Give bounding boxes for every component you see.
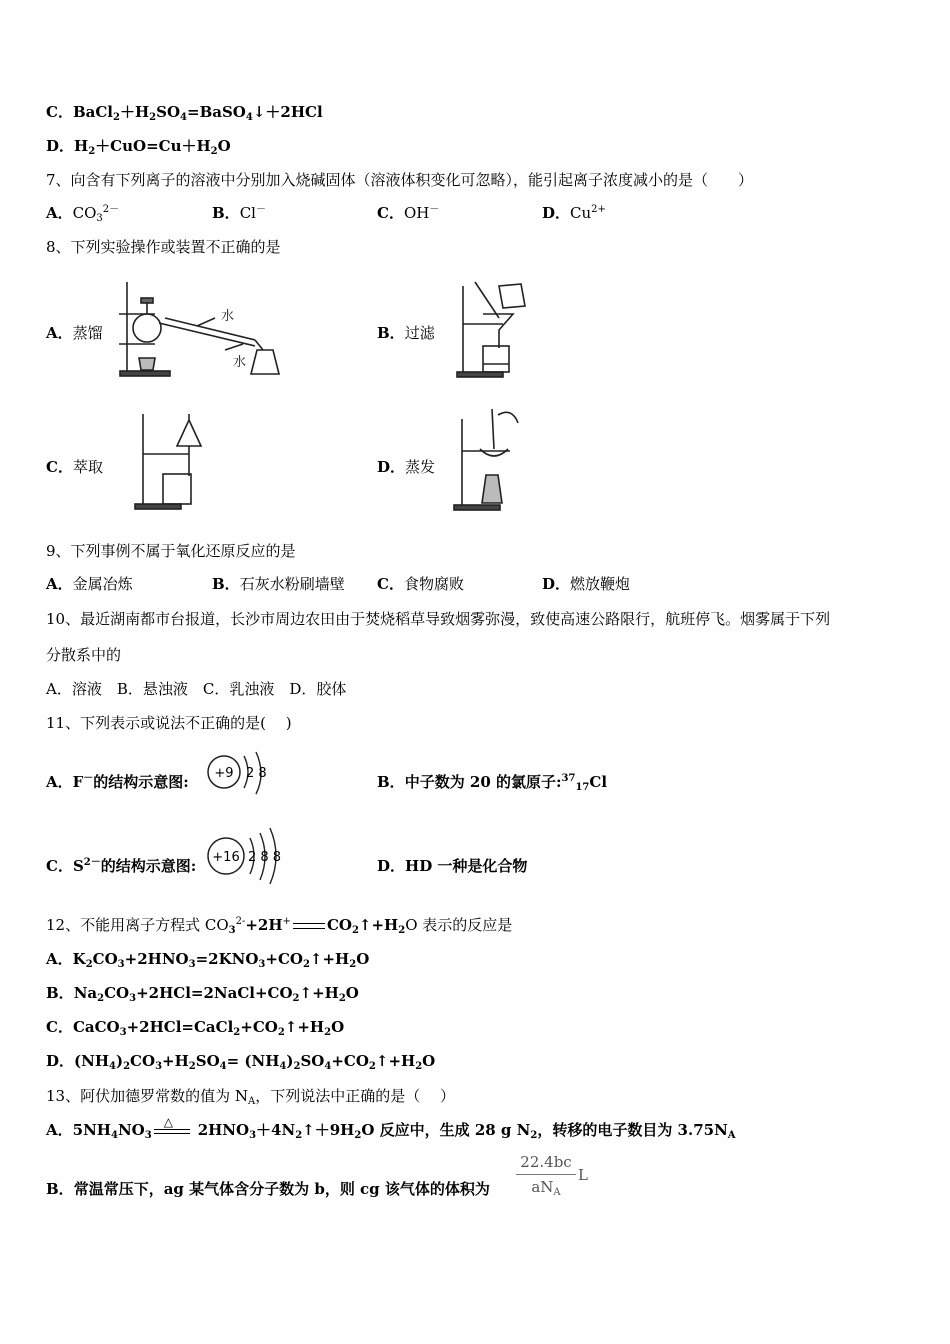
formula-text: +2HCl=CaCl — [126, 1018, 234, 1036]
q9-option-d: D．燃放鞭炮 — [542, 575, 631, 593]
fraction-numerator: 22.4bc — [520, 1153, 572, 1171]
q8-option-d: D．蒸发 — [377, 458, 436, 476]
svg-text:水: 水 — [233, 355, 247, 370]
q7-option-c: C．OH－ — [377, 204, 440, 222]
q9-option-c: C．食物腐败 — [377, 575, 464, 593]
formula-subscript: 2 — [292, 993, 300, 1004]
formula-text: +H — [162, 1052, 189, 1070]
formula-text: +CO — [240, 1018, 278, 1036]
formula-subscript: 2 — [293, 1061, 301, 1072]
q7-stem: 7、向含有下列离子的溶液中分别加入烧碱固体（溶液体积变化可忽略），能引起离子浓度减小的是（ ） — [46, 171, 754, 189]
svg-text:水: 水 — [221, 309, 235, 324]
formula-subscript: 2 — [85, 959, 93, 970]
formula-text: K — [72, 950, 86, 968]
svg-text:2 8 8: 2 8 8 — [248, 850, 282, 865]
formula-text: O — [356, 950, 370, 968]
q12-option-c — [46, 1017, 344, 1037]
formula-subscript: 2 — [188, 1061, 196, 1072]
q12-option-d — [46, 1051, 435, 1071]
q10-options: A．溶液 B．悬浊液 C．乳浊液 D．胶体 — [46, 680, 347, 698]
q11-option-c: C．$S^{2-}$的结构示意图: — [46, 857, 197, 875]
formula-subscript: 2 — [368, 1061, 376, 1072]
formula-subscript: 3 — [119, 1027, 127, 1038]
formula-subscript: 4 — [219, 1061, 227, 1072]
formula-text: ) — [286, 1052, 294, 1070]
q7-option-b: B．Cl－ — [212, 204, 266, 222]
formula-text: +2HCl=2NaCl+CO — [136, 984, 293, 1002]
sulfide-ion-structure-diagram — [206, 828, 286, 886]
formula-text: CO — [130, 1052, 156, 1070]
formula-text: ↑+H — [309, 950, 350, 968]
formula-subscript: 3 — [188, 959, 196, 970]
formula-text: ) — [115, 1052, 124, 1070]
formula-text: SO — [195, 1052, 220, 1070]
formula-subscript: 2 — [415, 1061, 423, 1072]
q9-option-a: A．金属冶炼 — [46, 575, 133, 593]
q10-stem-line1: 10、最近湖南都市台报道，长沙市周边农田由于焚烧稻草导致烟雾弥漫，致使高速公路限行，航班停飞。烟雾属于下列 — [46, 610, 831, 628]
option-label: D． — [46, 1052, 75, 1070]
formula-text: (NH — [74, 1052, 109, 1070]
formula-subscript: 3 — [258, 959, 266, 970]
formula-subscript: 4 — [279, 1061, 287, 1072]
q8-option-c: C．萃取 — [46, 458, 103, 476]
q7-option-d: D．$Cu^{2+}$ — [542, 204, 606, 222]
q8-stem: 8、下列实验操作或装置不正确的是 — [46, 238, 281, 256]
filtration-apparatus-image — [455, 278, 535, 380]
formula-text: ↑+H — [299, 984, 339, 1002]
q6-option-d: D．$H_2+CuO=Cu+H_2O$ — [46, 137, 231, 157]
formula-text: O — [331, 1018, 345, 1036]
formula-text: CaCO — [72, 1018, 120, 1036]
q7-option-a: A．$CO_3^{2-}$ — [46, 204, 120, 224]
formula-subscript: 2 — [324, 1027, 332, 1038]
extraction-apparatus-image — [133, 410, 213, 512]
formula-subscript: 2 — [302, 959, 310, 970]
formula-text: ↑+H — [284, 1018, 325, 1036]
fraction-denominator: $aN_A$ — [531, 1178, 561, 1198]
evaporation-apparatus-image — [452, 405, 532, 513]
formula-subscript: 3 — [155, 1061, 163, 1072]
formula-text: O — [345, 984, 359, 1002]
q9-stem: 9、下列事例不属于氧化还原反应的是 — [46, 542, 296, 560]
formula-text: CO — [92, 950, 118, 968]
q12-option-a — [46, 949, 369, 969]
equals-double-line — [293, 923, 325, 929]
formula-text: +2HNO — [124, 950, 189, 968]
formula-text: SO — [300, 1052, 325, 1070]
q13-stem: 13、阿伏加德罗常数的值为 $N_A$，下列说法中正确的是（ ） — [46, 1087, 455, 1107]
q8-option-b: B．过滤 — [377, 324, 435, 342]
fluoride-ion-structure-diagram — [204, 752, 274, 798]
option-label: C． — [46, 1018, 73, 1036]
formula-subscript: 3 — [129, 993, 137, 1004]
q9-option-b: B．石灰水粉刷墙壁 — [212, 575, 345, 593]
formula-text: +CO — [265, 950, 303, 968]
formula-subscript: 4 — [324, 1061, 332, 1072]
formula-subscript: 2 — [233, 1027, 241, 1038]
q13-option-a: A．$5NH_4NO_3$ △ $2HNO_3+4N_2↑+9H_2O$ 反应中，生成 28 g $N_2$，转移的电子数目为 $3.75N_A$ — [46, 1115, 736, 1141]
formula-text: Na — [73, 984, 98, 1002]
q12-stem: 12、不能用离子方程式 $CO_3^{2-}+2H^+$ $CO_2↑+H_2O$ 表示的反应是 — [46, 916, 513, 936]
formula-subscript: 2 — [338, 993, 346, 1004]
volume-fraction — [516, 1152, 576, 1197]
volume-unit: L — [578, 1166, 588, 1184]
q12-option-b — [46, 983, 359, 1003]
q13-option-b: B．常温常压下，ag 某气体含分子数为 b，则 cg 该气体的体积为 — [46, 1180, 490, 1198]
q6-option-c: C．$BaCl_2+H_2SO_4=BaSO_4↓+2HCl$ — [46, 103, 323, 123]
q8-option-a: A．蒸馏 — [46, 324, 103, 342]
formula-text: =2KNO — [195, 950, 259, 968]
q11-stem: 11、下列表示或说法不正确的是( ) — [46, 714, 292, 732]
option-label: B． — [46, 984, 74, 1002]
q11-option-a: A．F－的结构示意图: — [46, 773, 189, 791]
fraction-bar — [516, 1174, 576, 1175]
formula-subscript: 2 — [123, 1061, 131, 1072]
svg-text:+9: +9 — [214, 766, 234, 781]
formula-text: +CO — [331, 1052, 369, 1070]
q10-stem-line2: 分散系中的 — [46, 646, 122, 664]
formula-text: O — [422, 1052, 436, 1070]
formula-text: = (NH — [226, 1052, 280, 1070]
option-label: A． — [46, 950, 73, 968]
formula-subscript: 3 — [117, 959, 125, 970]
formula-subscript: 2 — [277, 1027, 285, 1038]
q11-option-d: D．HD 一种是化合物 — [377, 857, 528, 875]
formula-subscript: 2 — [97, 993, 105, 1004]
formula-subscript: 2 — [349, 959, 357, 970]
distillation-apparatus-image — [115, 278, 285, 380]
svg-text:2 8: 2 8 — [246, 766, 267, 781]
svg-text:+16: +16 — [212, 850, 240, 865]
formula-subscript: 4 — [109, 1061, 116, 1072]
formula-text: ↑+H — [375, 1052, 416, 1070]
formula-text: CO — [104, 984, 130, 1002]
heat-condition-equals: △ — [154, 1124, 190, 1138]
q11-option-b: B．中子数为 20 的氯原子:$^{37}_{17}$Cl — [377, 773, 608, 793]
